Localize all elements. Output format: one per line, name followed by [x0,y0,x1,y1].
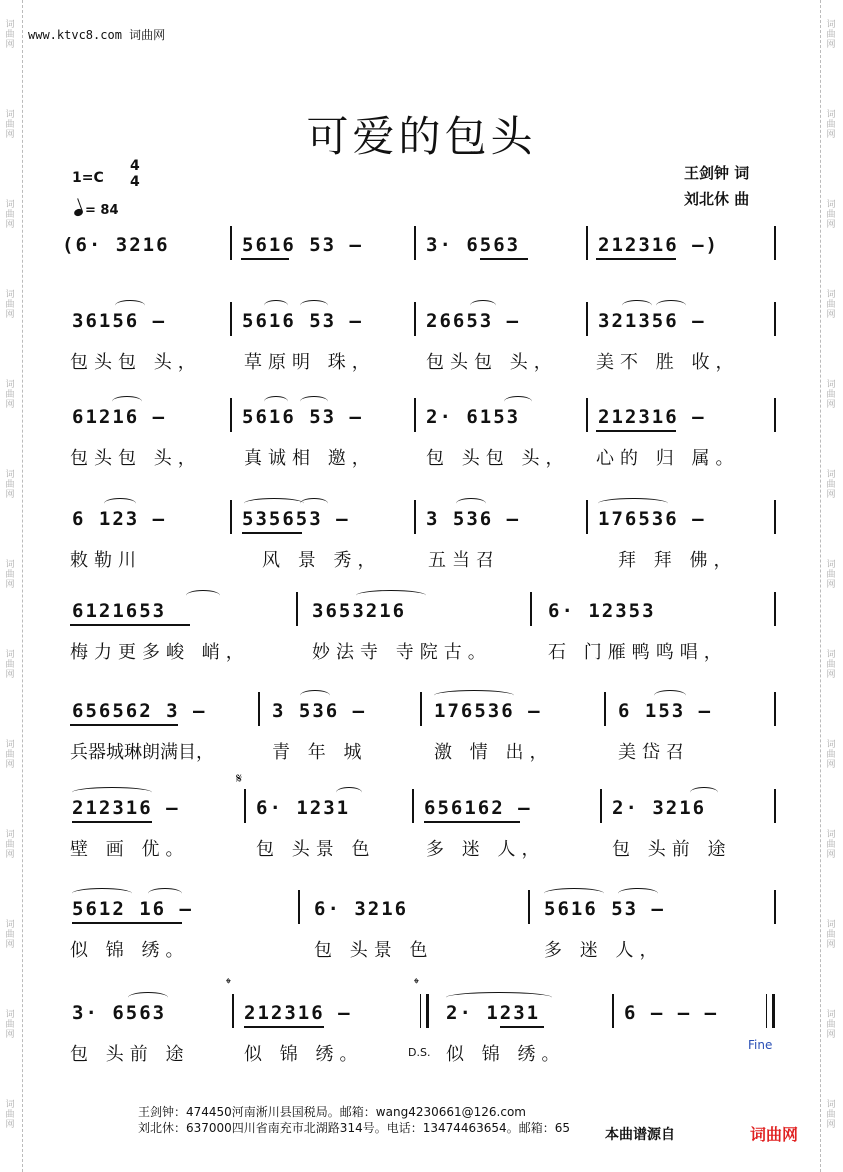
right-watermark-rail [820,0,843,1172]
barline [530,592,532,626]
beam-underline [241,258,289,260]
barline [414,500,416,534]
barline [296,592,298,626]
slur [618,888,658,899]
beam-underline [244,1026,324,1028]
slur [186,590,220,601]
slur [300,690,330,701]
coda-sign: 𝄌 [414,976,419,992]
measure-notes: 5612 16 – [72,898,193,920]
slur [300,498,328,509]
watermark-text: 词曲网 [826,110,836,140]
beam-underline [70,724,178,726]
measure-notes: 176536 – [598,508,706,530]
beam-underline [500,1026,544,1028]
barline [414,226,416,260]
lyric-line: 敕勒川 [70,550,142,571]
slur [434,690,514,701]
slur [356,590,426,601]
measure-notes: 2· 1231 [446,1002,541,1024]
barline [774,398,776,432]
barline [600,789,602,823]
measure-notes: 3· 6563 [72,1002,167,1024]
watermark-text: 词曲网 [5,830,15,860]
lyric-line: 美不 胜 收， [596,352,740,373]
lyric-line: 包 头景 色 [314,940,434,961]
barline [604,692,606,726]
barline [774,302,776,336]
watermark-text: 词曲网 [5,110,15,140]
watermark-text: 词曲网 [826,650,836,680]
measure-notes: 6· 3216 [314,898,409,920]
lyric-line: 包头包 头， [70,448,202,469]
barline [774,226,776,260]
slur [72,787,152,798]
site-url[interactable]: www.ktvc8.com 词曲网 [28,28,166,42]
measure-notes: 6· 1231 [256,797,351,819]
lyric-line: 风 景 秀， [262,550,382,571]
slur [104,498,136,509]
measure-notes: 5616 53 – [242,310,363,332]
tempo-value: = 84 [85,203,119,218]
coda-sign: 𝄌 [226,976,231,992]
lyric-line: 妙法寺 寺院古。 [312,642,492,663]
slur [690,787,718,798]
barline [774,789,776,823]
watermark-text: 词曲网 [5,20,15,50]
watermark-text: 词曲网 [5,920,15,950]
watermark-text: 词曲网 [5,740,15,770]
barline [258,692,260,726]
beam-underline [596,258,676,260]
measure-notes: 5616 53 – [544,898,665,920]
brand-logo[interactable]: 词曲网 [750,1125,799,1144]
time-signature-top: 4 [130,158,140,174]
time-signature-bottom: 4 [130,174,140,190]
beam-underline [72,821,152,823]
measure-notes: 3653216 [312,600,407,622]
slur [446,992,552,1003]
lyric-line: 美岱召 [618,742,690,763]
measure-notes: 2· 6153 [426,406,521,428]
barline [774,692,776,726]
segno-sign: 𝄋 [236,771,243,787]
watermark-text: 词曲网 [5,200,15,230]
barline [414,398,416,432]
watermark-text: 词曲网 [826,920,836,950]
watermark-text: 词曲网 [826,1100,836,1130]
slur [622,300,652,311]
watermark-text: 词曲网 [826,470,836,500]
measure-notes: 3 536 – [272,700,367,722]
lyric-line: 包头包 头， [70,352,202,373]
slur [336,787,362,798]
barline [298,890,300,924]
lyric-line: 激 情 出， [434,742,554,763]
credits [684,160,749,212]
song-title: 可爱的包头 [306,112,537,161]
watermark-text: 词曲网 [5,560,15,590]
slur [264,396,288,407]
watermark-text: 词曲网 [826,380,836,410]
watermark-text: 词曲网 [5,1100,15,1130]
slur [544,888,604,899]
lyric-line: 似 锦 绣。 [446,1044,566,1065]
measure-notes: 5616 53 – [242,406,363,428]
contact-line: 王剑钟：474450河南淅川县国税局。邮箱：wang4230661@126.com [138,1105,526,1119]
measure-notes: 26653 – [426,310,521,332]
measure-notes: 36156 – [72,310,167,332]
beam-underline [70,624,190,626]
lyric-line: 包 头前 途 [70,1044,190,1065]
slur [654,690,686,701]
slur [128,992,168,1003]
measure-notes: 2· 3216 [612,797,707,819]
fine-marking: Fine [748,1038,773,1052]
beam-underline [242,532,302,534]
measure-notes: 6 – – – [624,1002,719,1024]
measure-notes: 61216 – [72,406,167,428]
measure-notes: 212316 – [72,797,180,819]
barline [774,890,776,924]
lyric-line: 包头包 头， [426,352,558,373]
measure-notes: 5616 53 – [242,234,363,256]
measure-notes: 212316 – [244,1002,352,1024]
lyric-line: 多 迷 人， [544,940,664,961]
barline [412,789,414,823]
watermark-text: 词曲网 [826,200,836,230]
lyric-line: 石 门雁鸭鸣唱， [548,642,728,663]
lyric-line: 多 迷 人， [426,839,546,860]
quarter-note-icon [73,208,84,218]
slur [264,300,288,311]
barline [414,302,416,336]
barline [586,500,588,534]
measure-notes: (6· 3216 [62,234,170,256]
contact-line: 刘北休：637000四川省南充市北湖路314号。电话：13474463654。邮箱：65 [138,1121,570,1135]
slur [112,396,142,407]
barline [528,890,530,924]
lyric-line: 似 锦 绣。 [70,940,190,961]
measure-notes: 321356 – [598,310,706,332]
measure-notes: 6 123 – [72,508,167,530]
ds-marking: D.S. [408,1046,431,1059]
lyric-line: 兵器城琳朗满目， [70,742,214,763]
final-barline [766,994,775,1028]
lyricist-credit: 王剑钟 词 [684,164,750,182]
measure-notes: 656162 – [424,797,532,819]
watermark-text: 词曲网 [826,290,836,320]
watermark-text: 词曲网 [826,560,836,590]
beam-underline [424,821,520,823]
lyric-line: 草原明 珠， [244,352,376,373]
measure-notes: 535653 – [242,508,350,530]
barline [230,302,232,336]
slur [300,396,328,407]
slur [456,498,486,509]
slur [470,300,496,311]
barline [244,789,246,823]
barline [230,500,232,534]
lyric-line: 壁 画 优。 [70,839,190,860]
contact-info [138,1104,570,1136]
measure-notes: 6121653 [72,600,167,622]
lyric-line: 包 头包 头， [426,448,570,469]
slur [656,300,686,311]
measure-notes: 6· 12353 [548,600,656,622]
watermark-text: 词曲网 [826,740,836,770]
watermark-text: 词曲网 [5,1010,15,1040]
barline [774,592,776,626]
key-signature: 1=C [72,170,104,186]
barline [232,994,234,1028]
barline [774,500,776,534]
barline [586,302,588,336]
slur [148,888,182,899]
source-label: 本曲谱源自 [605,1127,675,1143]
barline [420,692,422,726]
lyric-line: 梅力更多峻 峭， [70,642,250,663]
watermark-text: 词曲网 [5,470,15,500]
slur [244,498,304,509]
measure-notes: 6 153 – [618,700,713,722]
repeat-barline [420,994,429,1028]
lyric-line: 包 头前 途 [612,839,732,860]
slur [115,300,145,311]
lyric-line: 包 头景 色 [256,839,376,860]
watermark-text: 词曲网 [5,650,15,680]
measure-notes: 3 536 – [426,508,521,530]
measure-notes: 176536 – [434,700,542,722]
beam-underline [72,922,182,924]
lyric-line: 真诚相 邀， [244,448,376,469]
measure-notes: 3· 6563 [426,234,521,256]
lyric-line: 五当召 [428,550,500,571]
beam-underline [596,430,676,432]
slur [504,396,532,407]
barline [586,398,588,432]
watermark-text: 词曲网 [5,380,15,410]
barline [230,226,232,260]
beam-underline [480,258,528,260]
watermark-text: 词曲网 [826,1010,836,1040]
watermark-text: 词曲网 [826,830,836,860]
watermark-text: 词曲网 [826,20,836,50]
barline [586,226,588,260]
barline [230,398,232,432]
tempo-marking [74,203,119,218]
slur [300,300,328,311]
watermark-text: 词曲网 [5,290,15,320]
slur [598,498,668,509]
lyric-line: 似 锦 绣。 [244,1044,364,1065]
measure-notes: 212316 –) [598,234,719,256]
measure-notes: 656562 3 – [72,700,207,722]
lyric-line: 拜 拜 佛， [618,550,738,571]
slur [72,888,132,899]
lyric-line: 心的 归 属。 [596,448,740,469]
barline [612,994,614,1028]
measure-notes: 212316 – [598,406,706,428]
composer-credit: 刘北休 曲 [684,190,750,208]
lyric-line: 青 年 城 [272,742,368,763]
left-watermark-rail [0,0,23,1172]
time-signature [130,158,140,190]
